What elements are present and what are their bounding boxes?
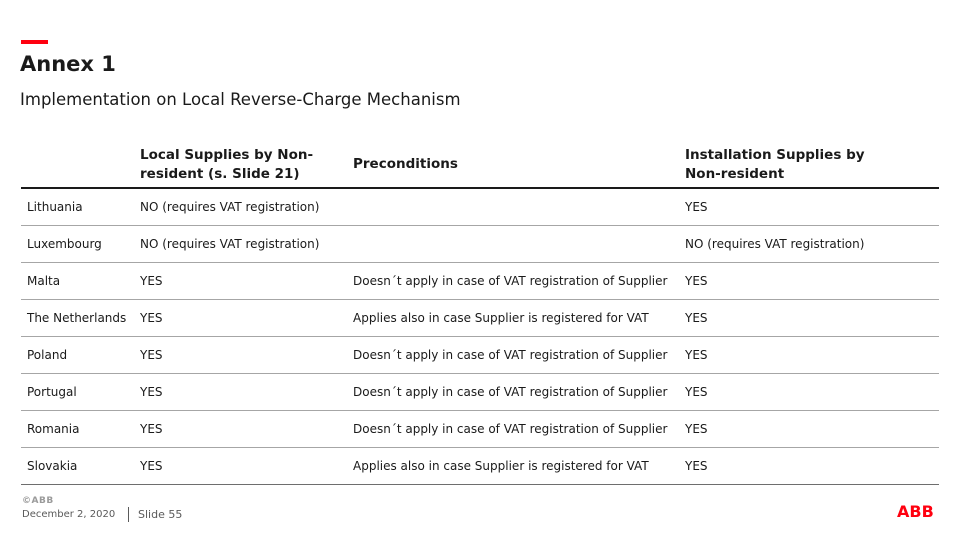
table-row: [21, 189, 939, 226]
cell-preconditions: Doesn´t apply in case of VAT registration of Supplier: [353, 385, 668, 399]
cell-installation: YES: [685, 422, 708, 436]
cell-installation: NO (requires VAT registration): [685, 237, 865, 251]
cell-preconditions: Doesn´t apply in case of VAT registration of Supplier: [353, 274, 668, 288]
footer-date: December 2, 2020: [22, 509, 116, 520]
cell-preconditions: Applies also in case Supplier is registered for VAT: [353, 459, 649, 473]
cell-country: Portugal: [27, 385, 77, 399]
accent-bar: [21, 40, 48, 44]
slide-subtitle: Implementation on Local Reverse-Charge Mechanism: [20, 90, 461, 109]
cell-installation: YES: [685, 348, 708, 362]
cell-local: YES: [140, 274, 163, 288]
table-row: [21, 448, 939, 485]
cell-installation: YES: [685, 311, 708, 325]
cell-local: YES: [140, 422, 163, 436]
cell-preconditions: Doesn´t apply in case of VAT registration of Supplier: [353, 422, 668, 436]
cell-country: Lithuania: [27, 200, 83, 214]
cell-local: YES: [140, 459, 163, 473]
footer-divider: [128, 507, 129, 522]
cell-preconditions: [353, 226, 668, 262]
cell-preconditions: Applies also in case Supplier is registered for VAT: [353, 311, 649, 325]
cell-preconditions: [353, 189, 668, 225]
cell-country: Romania: [27, 422, 80, 436]
cell-country: The Netherlands: [27, 311, 127, 325]
cell-installation: YES: [685, 385, 708, 399]
cell-country: Malta: [27, 274, 61, 288]
table-row: [21, 374, 939, 411]
cell-country: Poland: [27, 348, 68, 362]
cell-country: Luxembourg: [27, 237, 102, 251]
footer-copyright-logo: ©ABB: [22, 496, 54, 506]
cell-preconditions: Doesn´t apply in case of VAT registration of Supplier: [353, 348, 668, 362]
cell-local: YES: [140, 348, 163, 362]
cell-installation: YES: [685, 200, 708, 214]
table-row: [21, 411, 939, 448]
header-preconditions: Preconditions: [353, 156, 458, 172]
table-row: [21, 337, 939, 374]
table-header: [21, 140, 939, 189]
cell-local: NO (requires VAT registration): [140, 237, 320, 251]
table-row: [21, 263, 939, 300]
footer-slide-number: Slide 55: [138, 508, 183, 521]
cell-local: YES: [140, 385, 163, 399]
cell-local: YES: [140, 311, 163, 325]
slide-title: Annex 1: [20, 52, 116, 76]
cell-country: Slovakia: [27, 459, 78, 473]
cell-installation: YES: [685, 459, 708, 473]
vat-table: [21, 140, 939, 485]
header-local-supplies: Local Supplies by Non-resident (s. Slide 21): [140, 147, 314, 182]
abb-logo: ABB: [897, 502, 934, 521]
table-row: [21, 226, 939, 263]
header-installation-supplies: Installation Supplies by Non-resident: [685, 147, 865, 182]
cell-local: NO (requires VAT registration): [140, 200, 320, 214]
table-row: [21, 300, 939, 337]
cell-installation: YES: [685, 274, 708, 288]
